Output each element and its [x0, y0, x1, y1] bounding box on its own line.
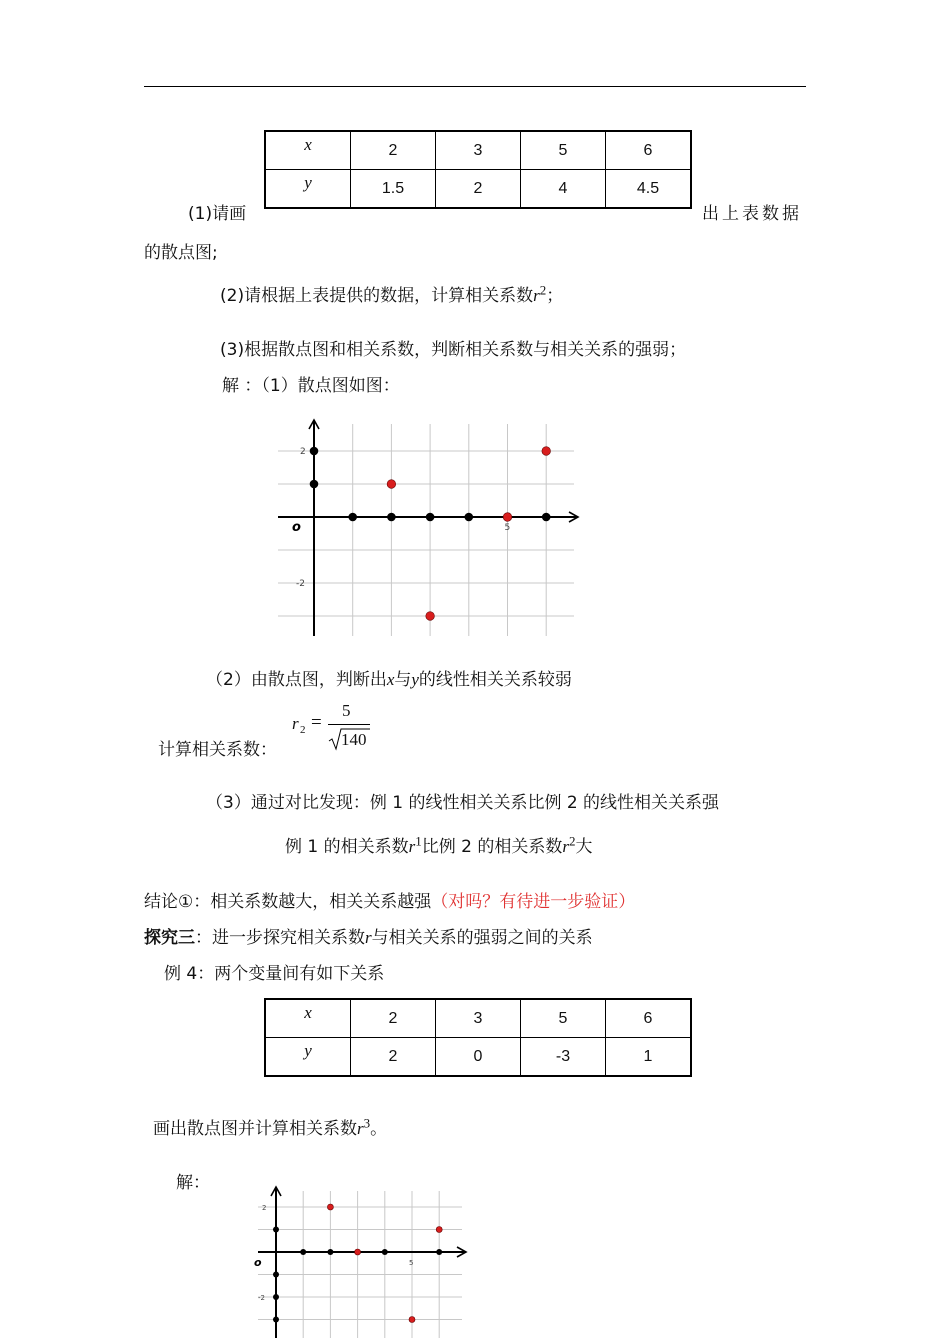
axis-point [542, 513, 551, 522]
symbol-x: x [386, 670, 395, 689]
formula-r: r [292, 714, 299, 733]
subscript: 2 [569, 833, 576, 849]
table-cell: 2 [351, 999, 436, 1038]
table-cell: 2 [351, 131, 436, 170]
axis-point [387, 513, 396, 522]
symbol-y: y [411, 670, 419, 689]
question-3: (3)根据散点图和相关系数，判断相关系数与相关关系的强弱； [220, 340, 687, 360]
table-cell: 2 [351, 1038, 436, 1077]
table-cell: 1.5 [351, 170, 436, 209]
y-tick-label: 2 [300, 447, 306, 457]
formula-equals: = [311, 712, 322, 733]
table-cell: 6 [606, 999, 692, 1038]
table-row-y [265, 170, 691, 209]
table-cell: 4.5 [606, 170, 692, 209]
comparison [285, 832, 593, 857]
punctuation: 。 [370, 1119, 388, 1139]
axis-point [310, 480, 319, 489]
explore-title: 探究三 [144, 928, 195, 948]
data-point [426, 612, 435, 621]
y-tick-label: -2 [296, 579, 305, 589]
axis-point [273, 1272, 279, 1278]
draw-instruction [153, 1114, 387, 1139]
data-table-2 [264, 998, 692, 1077]
axis-point [327, 1249, 333, 1255]
comparison-text: 例 1 的相关系数 [285, 837, 409, 857]
symbol-r: r [408, 837, 416, 856]
question-1-middle: 出上表数据 [702, 204, 802, 224]
table-header-x: x [265, 999, 351, 1038]
axis-point [426, 513, 435, 522]
table-header-x: x [265, 131, 351, 170]
origin-label: o [292, 520, 301, 535]
table-cell: 3 [436, 131, 521, 170]
fraction-bar [328, 724, 370, 725]
axis-point [465, 513, 474, 522]
calc-label: 计算相关系数： [158, 740, 277, 760]
scatter-plot-2 [256, 1186, 470, 1340]
solution-3: （3）通过对比发现：例 1 的线性相关关系比例 2 的线性相关关系强 [206, 793, 720, 813]
y-tick-label: -2 [258, 1294, 265, 1302]
data-table-1 [264, 130, 692, 209]
table-row-x [265, 131, 691, 170]
axis-point [382, 1249, 388, 1255]
data-point [327, 1204, 333, 1210]
axis-point [273, 1227, 279, 1233]
table-cell: 3 [436, 999, 521, 1038]
table-cell: 4 [521, 170, 606, 209]
y-tick-label: 2 [262, 1204, 267, 1212]
solution-1: 解 ：（1）散点图如图： [222, 376, 400, 396]
explore-text: 与相关关系的强弱之间的关系 [371, 928, 593, 948]
question-1-end: 的散点图; [144, 243, 218, 263]
symbol-r: r [562, 837, 569, 856]
symbol-r: r [365, 928, 372, 947]
origin-label: o [254, 1256, 262, 1269]
data-point [387, 480, 396, 489]
axis-point [300, 1249, 306, 1255]
table-cell: -3 [521, 1038, 606, 1077]
table-row-y [265, 1038, 691, 1077]
solution-2 [206, 665, 572, 690]
header-rule [144, 86, 806, 87]
table-cell: 5 [521, 131, 606, 170]
data-point [355, 1249, 361, 1255]
symbol-r: r [533, 286, 540, 305]
comparison-text: 比例 2 的相关系数 [421, 837, 563, 857]
solution-2-text: （2）由散点图，判断出 [206, 670, 387, 690]
question-2 [220, 281, 563, 306]
data-point [503, 513, 512, 522]
symbol-r: r [357, 1119, 364, 1138]
formula-denominator: 140 [341, 730, 367, 749]
solution-label: 解： [176, 1173, 210, 1193]
axis-point [273, 1294, 279, 1300]
axis-point [273, 1317, 279, 1323]
punctuation: ； [546, 286, 564, 306]
question-2-text: (2)请根据上表提供的数据，计算相关系数 [220, 286, 534, 306]
explore-text: ：进一步探究相关系数 [195, 928, 365, 948]
table-row-x [265, 999, 691, 1038]
table-header-y: y [265, 170, 351, 209]
axis-point [310, 447, 319, 456]
conclusion-text: 结论①：相关系数越大，相关关系越强 [144, 892, 432, 912]
draw-text: 画出散点图并计算相关系数 [153, 1119, 357, 1139]
example-4: 例 4：两个变量间有如下关系 [164, 964, 385, 984]
scatter-plot-1 [276, 418, 584, 640]
table-cell: 0 [436, 1038, 521, 1077]
explore-three [144, 923, 593, 948]
table-cell: 2 [436, 170, 521, 209]
subscript: 1 [415, 833, 422, 849]
table-header-y: y [265, 1038, 351, 1077]
formula-subscript: 2 [300, 724, 306, 736]
axis-point [436, 1249, 442, 1255]
conclusion-note: （对吗？有待进一步验证） [431, 892, 636, 912]
correlation-formula [292, 700, 382, 756]
table-cell: 6 [606, 131, 692, 170]
data-point [409, 1317, 415, 1323]
data-point [542, 447, 551, 456]
subscript: 2 [539, 282, 547, 298]
solution-2-text: 的线性相关关系较弱 [418, 670, 572, 690]
question-1-start: (1)请画 [188, 204, 247, 224]
formula-numerator: 5 [342, 701, 351, 720]
data-point [436, 1227, 442, 1233]
conclusion [144, 887, 635, 912]
x-tick-label: 5 [409, 1259, 414, 1267]
table-cell: 5 [521, 999, 606, 1038]
table-cell: 1 [606, 1038, 692, 1077]
x-tick-label: 5 [504, 523, 511, 533]
axis-point [348, 513, 357, 522]
solution-2-text: 与 [394, 670, 412, 690]
comparison-text: 大 [575, 837, 593, 857]
subscript: 3 [363, 1115, 371, 1131]
